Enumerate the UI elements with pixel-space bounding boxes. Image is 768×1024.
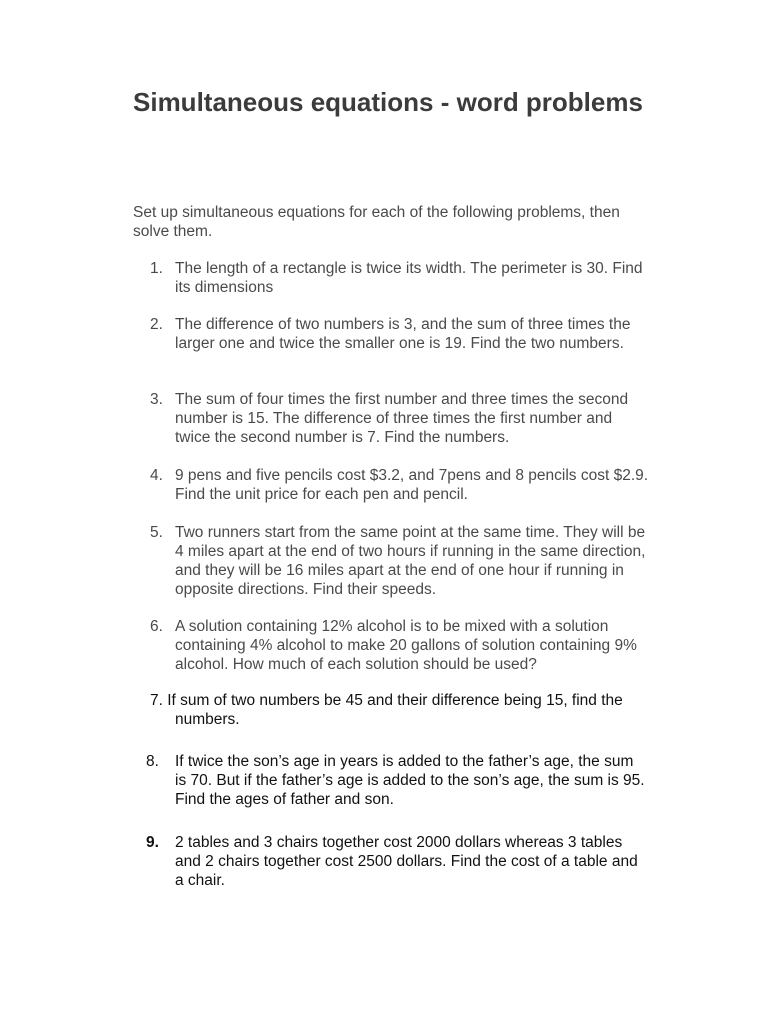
problem-number: 6. — [150, 618, 163, 635]
problem-item-2 — [150, 315, 650, 353]
problem-item-7 — [146, 691, 646, 729]
problem-text: If sum of two numbers be 45 and their difference being 15, find the numbers. — [167, 692, 623, 728]
problem-item-1 — [150, 259, 650, 297]
problem-number: 9. — [146, 834, 159, 851]
problem-text: The difference of two numbers is 3, and the sum of three times the larger one and twice the smaller one is 19. Find the two numbers. — [175, 316, 631, 352]
problem-item-5 — [150, 523, 650, 599]
problem-item-8 — [146, 752, 646, 809]
problem-item-9 — [146, 833, 646, 890]
problem-text: The sum of four times the first number and three times the second number is 15. The difference of three times the first number and twice the second number is 7. Find the numbers. — [175, 391, 629, 446]
problem-text: A solution containing 12% alcohol is to be mixed with a solution containing 4% alcohol to make 20 gallons of solution containing 9% alcohol. How much of each solution should be used? — [175, 618, 637, 673]
problem-text: 9 pens and five pencils cost $3.2, and 7pens and 8 pencils cost $2.9. Find the unit price for each pen and pencil. — [175, 467, 649, 503]
problem-number: 2. — [150, 316, 163, 333]
problem-text: Two runners start from the same point at the same time. They will be 4 miles apart at the end of two hours if running in the same direction, and they will be 16 miles apart at the end of one hour if running in opposite directions. Find their speeds. — [175, 524, 646, 598]
problem-number: 4. — [150, 467, 163, 484]
problem-item-6 — [150, 617, 650, 674]
problem-text: The length of a rectangle is twice its width. The perimeter is 30. Find its dimensions — [175, 260, 643, 296]
problem-item-4 — [150, 466, 650, 504]
problem-item-3 — [150, 390, 650, 447]
problem-number: 7. — [150, 692, 163, 709]
problem-number: 3. — [150, 391, 163, 408]
problem-text: 2 tables and 3 chairs together cost 2000 dollars whereas 3 tables and 2 chairs together cost 2500 dollars. Find the cost of a table and a chair. — [175, 834, 638, 889]
problem-number: 5. — [150, 524, 163, 541]
page-title: Simultaneous equations - word problems — [133, 87, 643, 117]
problem-number: 8. — [146, 753, 159, 770]
instructions-paragraph: Set up simultaneous equations for each of the following problems, then solve them. — [133, 204, 620, 240]
problem-number: 1. — [150, 260, 163, 277]
problem-text: If twice the son’s age in years is added to the father’s age, the sum is 70. But if the father’s age is added to the son’s age, the sum is 95. Find the ages of father and son. — [175, 753, 645, 808]
